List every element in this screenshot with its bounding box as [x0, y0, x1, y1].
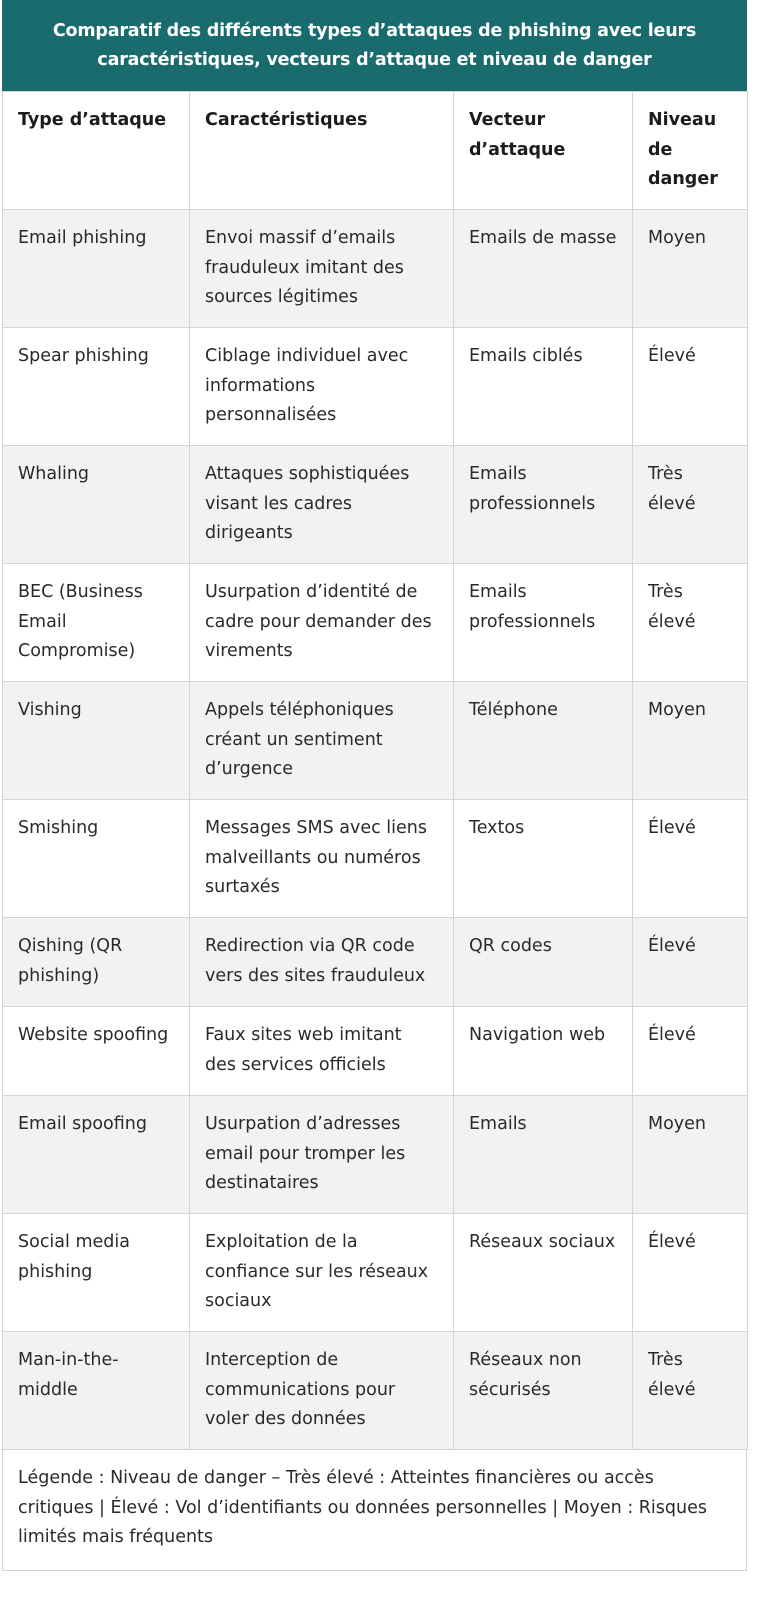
header-row [3, 92, 748, 210]
comparison-table-wrapper [2, 0, 747, 1571]
table-row [3, 1096, 748, 1214]
cell-type: Vishing [3, 682, 190, 800]
table-row [3, 564, 748, 682]
phishing-table [2, 91, 748, 1450]
cell-level: Élevé [633, 328, 748, 446]
cell-characteristics: Exploitation de la confiance sur les réseaux sociaux [190, 1214, 454, 1332]
cell-type: BEC (Business Email Compromise) [3, 564, 190, 682]
cell-type: Website spoofing [3, 1007, 190, 1096]
cell-type: Smishing [3, 800, 190, 918]
cell-characteristics: Envoi massif d’emails frauduleux imitant des sources légitimes [190, 210, 454, 328]
cell-level: Élevé [633, 1007, 748, 1096]
cell-level: Très élevé [633, 446, 748, 564]
cell-level: Moyen [633, 210, 748, 328]
cell-level: Élevé [633, 800, 748, 918]
cell-level: Moyen [633, 1096, 748, 1214]
cell-characteristics: Ciblage individuel avec informations personnalisées [190, 328, 454, 446]
cell-type: Social media phishing [3, 1214, 190, 1332]
cell-vector: Réseaux non sécurisés [454, 1332, 633, 1450]
cell-type: Email spoofing [3, 1096, 190, 1214]
cell-level: Très élevé [633, 564, 748, 682]
cell-characteristics: Faux sites web imitant des services officiels [190, 1007, 454, 1096]
header-level: Niveau de danger [633, 92, 748, 210]
cell-vector: Réseaux sociaux [454, 1214, 633, 1332]
cell-vector: Emails professionnels [454, 446, 633, 564]
cell-type: Qishing (QR phishing) [3, 918, 190, 1007]
cell-type: Whaling [3, 446, 190, 564]
cell-vector: Emails de masse [454, 210, 633, 328]
cell-characteristics: Usurpation d’identité de cadre pour demander des virements [190, 564, 454, 682]
table-row [3, 328, 748, 446]
table-row [3, 210, 748, 328]
cell-level: Moyen [633, 682, 748, 800]
cell-characteristics: Usurpation d’adresses email pour tromper les destinataires [190, 1096, 454, 1214]
table-row [3, 446, 748, 564]
cell-vector: QR codes [454, 918, 633, 1007]
table-caption [2, 0, 747, 91]
cell-vector: Emails [454, 1096, 633, 1214]
cell-vector: Emails ciblés [454, 328, 633, 446]
table-row [3, 1214, 748, 1332]
table-row [3, 1007, 748, 1096]
cell-level: Élevé [633, 918, 748, 1007]
cell-vector: Navigation web [454, 1007, 633, 1096]
table-legend: Légende : Niveau de danger – Très élevé : Atteintes financières ou accès critiques | Élevé : Vol d’identifiants ou données personnelles | Moyen : Risques limités mais fréquents [2, 1450, 747, 1571]
table-row [3, 1332, 748, 1450]
cell-characteristics: Messages SMS avec liens malveillants ou numéros surtaxés [190, 800, 454, 918]
cell-characteristics: Appels téléphoniques créant un sentiment d’urgence [190, 682, 454, 800]
caption-line-2: caractéristiques, vecteurs d’attaque et niveau de danger [97, 50, 652, 70]
header-vector: Vecteur d’attaque [454, 92, 633, 210]
cell-level: Très élevé [633, 1332, 748, 1450]
cell-vector: Téléphone [454, 682, 633, 800]
cell-type: Man-in-the-middle [3, 1332, 190, 1450]
cell-type: Email phishing [3, 210, 190, 328]
table-row [3, 800, 748, 918]
cell-characteristics: Interception de communications pour voler des données [190, 1332, 454, 1450]
cell-vector: Emails professionnels [454, 564, 633, 682]
cell-level: Élevé [633, 1214, 748, 1332]
header-type: Type d’attaque [3, 92, 190, 210]
header-characteristics: Caractéristiques [190, 92, 454, 210]
cell-type: Spear phishing [3, 328, 190, 446]
table-row [3, 918, 748, 1007]
cell-characteristics: Redirection via QR code vers des sites frauduleux [190, 918, 454, 1007]
cell-vector: Textos [454, 800, 633, 918]
cell-characteristics: Attaques sophistiquées visant les cadres dirigeants [190, 446, 454, 564]
table-row [3, 682, 748, 800]
caption-line-1: Comparatif des différents types d’attaques de phishing avec leurs [52, 21, 697, 41]
